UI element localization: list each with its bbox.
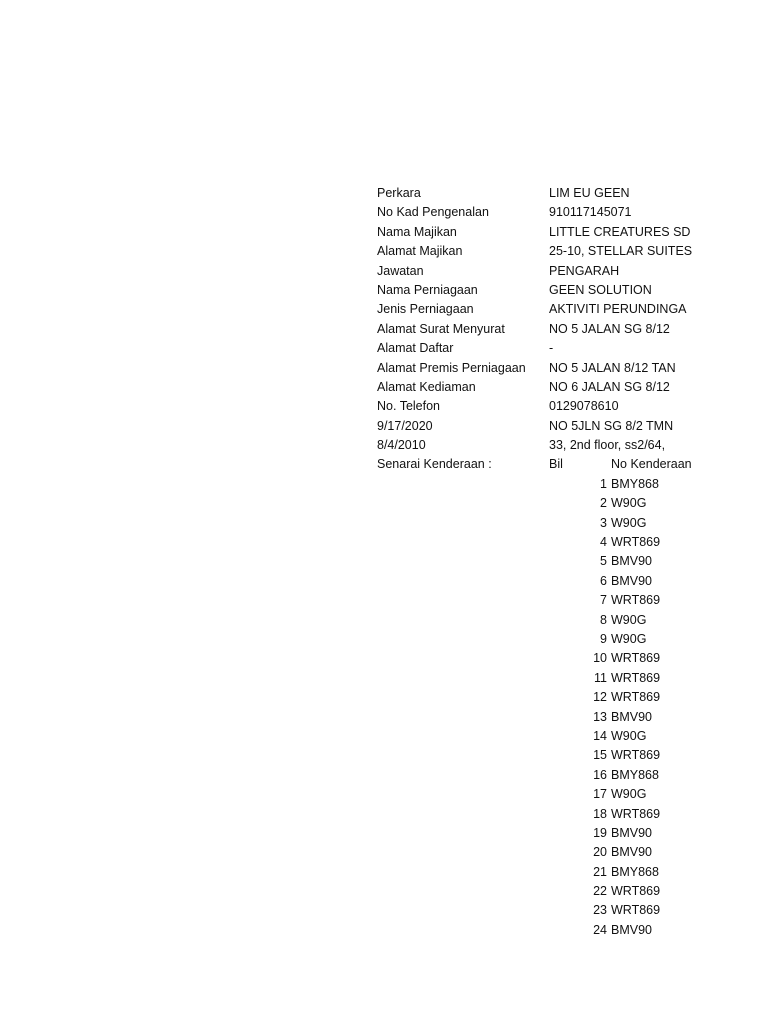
- plate-header: No Kenderaan: [611, 457, 692, 472]
- vehicle-number: 7: [600, 593, 607, 608]
- vehicle-number: 22: [593, 884, 607, 899]
- vehicle-plate: WRT869: [611, 593, 661, 608]
- vehicle-row: [377, 708, 672, 727]
- field-row: [377, 184, 672, 203]
- vehicle-number: 14: [593, 728, 607, 743]
- vehicle-row: [377, 785, 672, 804]
- vehicle-row: [377, 901, 672, 920]
- vehicle-number: 1: [600, 476, 607, 491]
- vehicle-plate: W90G: [611, 728, 647, 743]
- vehicle-number: 11: [594, 670, 607, 685]
- field-value: NO 5JLN SG 8/2 TMN: [549, 418, 674, 433]
- field-value: GEEN SOLUTION: [549, 282, 652, 297]
- vehicle-plate: WRT869: [611, 903, 661, 918]
- vehicle-plate: BMV90: [611, 573, 652, 588]
- field-row: [377, 339, 672, 358]
- vehicle-plate: BMV90: [611, 709, 652, 724]
- vehicle-number: 10: [593, 651, 607, 666]
- vehicle-row: [377, 688, 672, 707]
- field-value: AKTIVITI PERUNDINGA: [549, 302, 687, 317]
- vehicle-plate: W90G: [611, 631, 647, 646]
- vehicle-number: 20: [593, 845, 607, 860]
- vehicle-row: [377, 805, 672, 824]
- vehicle-row: [377, 863, 672, 882]
- field-label: 8/4/2010: [377, 438, 426, 453]
- vehicle-row: [377, 611, 672, 630]
- vehicle-number: 15: [593, 748, 607, 763]
- vehicle-plate: WRT869: [611, 748, 661, 763]
- field-label: Perkara: [377, 186, 421, 200]
- field-value: NO 6 JALAN SG 8/12: [549, 379, 670, 394]
- vehicle-row: [377, 630, 672, 649]
- vehicle-number: 5: [600, 554, 607, 569]
- field-value: 33, 2nd floor, ss2/64,: [549, 438, 666, 453]
- field-row: [377, 223, 691, 242]
- vehicle-plate: WRT869: [611, 690, 661, 705]
- vehicle-number: 17: [593, 787, 607, 802]
- field-rows: [377, 184, 693, 455]
- vehicle-number: 16: [593, 767, 607, 782]
- field-label: Jenis Perniagaan: [377, 302, 474, 317]
- field-value: NO 5 JALAN SG 8/12: [549, 321, 670, 336]
- field-row: [377, 281, 672, 300]
- vehicle-plate: W90G: [611, 496, 647, 511]
- field-label: Alamat Majikan: [377, 244, 463, 259]
- vehicle-row: [377, 882, 672, 901]
- vehicle-plate: BMY868: [611, 864, 659, 879]
- field-value: LITTLE CREATURES SD: [549, 224, 691, 239]
- field-label: Alamat Surat Menyurat: [377, 321, 505, 336]
- vehicle-number: 3: [600, 515, 607, 530]
- vehicle-row: [377, 572, 672, 591]
- field-label: No. Telefon: [377, 399, 441, 414]
- vehicle-number: 18: [593, 806, 607, 821]
- vehicle-plate: BMV90: [611, 845, 652, 860]
- vehicle-number: 23: [593, 903, 607, 918]
- field-row: [377, 300, 687, 319]
- field-row: [377, 397, 672, 416]
- vehicle-number: 21: [593, 864, 607, 879]
- vehicle-number: 13: [593, 709, 607, 724]
- field-value: NO 5 JALAN 8/12 TAN: [549, 360, 676, 375]
- vehicle-row: [377, 649, 672, 668]
- field-row: [377, 359, 676, 378]
- vehicle-number: 4: [600, 535, 607, 550]
- field-label: Nama Majikan: [377, 224, 457, 239]
- field-row: [377, 378, 672, 397]
- vehicle-plate: W90G: [611, 612, 647, 627]
- field-row: [377, 320, 672, 339]
- field-row: [377, 262, 672, 281]
- vehicle-plate: BMY868: [611, 476, 659, 491]
- field-row: [377, 417, 672, 436]
- vehicle-number: 9: [600, 631, 607, 646]
- vehicle-row: [377, 552, 672, 571]
- field-value: 0129078610: [549, 399, 619, 414]
- vehicle-plate: BMY868: [611, 767, 659, 782]
- vehicle-row: [377, 746, 672, 765]
- vehicle-number: 12: [593, 690, 607, 705]
- vehicle-row: [377, 766, 672, 785]
- field-label: No Kad Pengenalan: [377, 205, 489, 220]
- vehicles-label: Senarai Kenderaan :: [377, 457, 492, 472]
- field-value: -: [549, 341, 554, 356]
- vehicle-plate: W90G: [611, 787, 647, 802]
- field-label: Alamat Daftar: [377, 341, 454, 356]
- field-value: LIM EU GEEN: [549, 186, 630, 200]
- vehicle-plate: WRT869: [611, 884, 661, 899]
- field-value: 25-10, STELLAR SUITES: [549, 244, 693, 259]
- vehicle-row: [377, 921, 672, 940]
- vehicle-plate: W90G: [611, 515, 647, 530]
- field-label: Alamat Kediaman: [377, 379, 476, 394]
- bil-header: Bil: [549, 457, 563, 472]
- vehicle-rows: [377, 475, 672, 940]
- vehicle-row: [377, 514, 672, 533]
- vehicle-row: [377, 533, 672, 552]
- vehicle-row: [377, 727, 672, 746]
- vehicle-row: [377, 843, 672, 862]
- vehicle-row: [377, 669, 672, 688]
- field-label: 9/17/2020: [377, 418, 433, 433]
- vehicle-number: 2: [600, 496, 607, 511]
- field-label: Nama Perniagaan: [377, 282, 478, 297]
- vehicle-plate: WRT869: [611, 535, 661, 550]
- vehicle-number: 19: [593, 825, 607, 840]
- vehicle-row: [377, 824, 672, 843]
- vehicle-number: 6: [600, 573, 607, 588]
- field-value: PENGARAH: [549, 263, 620, 278]
- vehicle-plate: WRT869: [611, 670, 661, 685]
- field-label: Jawatan: [377, 263, 424, 278]
- vehicle-plate: BMV90: [611, 922, 652, 937]
- vehicle-row: [377, 475, 672, 494]
- vehicle-plate: BMV90: [611, 825, 652, 840]
- vehicle-header-row: [377, 455, 692, 474]
- vehicle-row: [377, 591, 672, 610]
- field-row: [377, 436, 672, 455]
- field-row: [377, 203, 672, 222]
- vehicle-plate: WRT869: [611, 806, 661, 821]
- spreadsheet-sheet: [377, 184, 693, 940]
- vehicle-plate: WRT869: [611, 651, 661, 666]
- vehicle-number: 24: [593, 922, 607, 937]
- vehicle-row: [377, 494, 672, 513]
- field-label: Alamat Premis Perniagaan: [377, 360, 526, 375]
- field-value: 910117145071: [549, 205, 632, 220]
- vehicle-plate: BMV90: [611, 554, 652, 569]
- vehicle-number: 8: [600, 612, 607, 627]
- field-row: [377, 242, 693, 261]
